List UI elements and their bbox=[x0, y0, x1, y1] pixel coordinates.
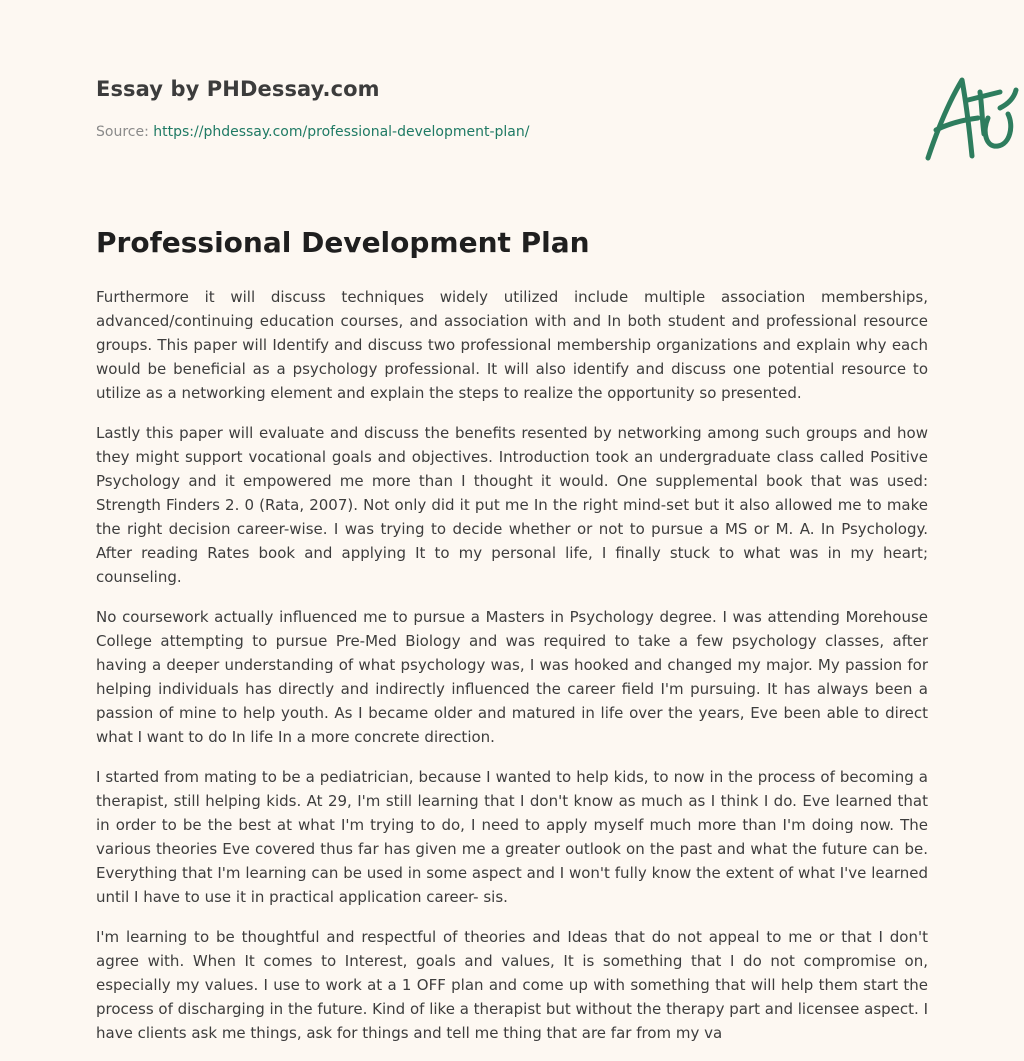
paragraph-3: No coursework actually influenced me to pursue a Masters in Psychology degree. I was attending Morehouse College attempting to pursue Pre-Med Biology and was required to take a few psychology classes, after having a deeper understanding of what psychology was, I was hooked and changed my major. My passion for helping individuals has directly and indirectly influenced the career field I'm pursuing. It has always been a passion of mine to help youth. As I became older and matured in life over the years, Eve been able to direct what I want to do In life In a more concrete direction. bbox=[96, 608, 928, 746]
a-plus-logo-icon bbox=[916, 66, 1024, 166]
site-brand: Essay by PHDessay.com bbox=[96, 77, 380, 101]
article-title: Professional Development Plan bbox=[96, 226, 590, 259]
source-line bbox=[96, 124, 529, 140]
paragraph-2: Lastly this paper will evaluate and discuss the benefits resented by networking among such groups and how they might support vocational goals and objectives. Introduction took an undergraduate class called Positive Psychology and it empowered me more than I thought it would. One supplemental book that was used: Strength Finders 2. 0 (Rata, 2007). Not only did it put me In the right mind-set but it also allowed me to make the right decision career-wise. I was trying to decide whether or not to pursue a MS or M. A. In Psychology. After reading Rates book and applying It to my personal life, I finally stuck to what was in my heart; counseling. bbox=[96, 424, 928, 586]
paragraph-5: I'm learning to be thoughtful and respectful of theories and Ideas that do not appeal to me or that I don't agree with. When It comes to Interest, goals and values, It is something that I do not compromise on, especially my values. I use to work at a 1 OFF plan and come up with something that will help them start the process of discharging in the future. Kind of like a therapist but without the therapy part and licensee aspect. I have clients ask me things, ask for things and tell me thing that are far from my va bbox=[96, 928, 928, 1042]
paragraph-4: I started from mating to be a pediatrician, because I wanted to help kids, to now in the process of becoming a therapist, still helping kids. At 29, I'm still learning that I don't know as much as I think I do. Eve learned that in order to be the best at what I'm trying to do, I need to apply myself much more than I'm doing now. The various theories Eve covered thus far has given me a greater outlook on the past and what the future can be. Everything that I'm learning can be used in some aspect and I won't fully know the extent of what I've learned until I have to use it in practical application career- sis. bbox=[96, 768, 928, 906]
paragraph-1: Furthermore it will discuss techniques widely utilized include multiple association memberships, advanced/continuing education courses, and association with and In both student and professional resource groups. This paper will Identify and discuss two professional membership organizations and explain why each would be beneficial as a psychology professional. It will also identify and discuss one potential resource to utilize as a networking element and explain the steps to realize the opportunity so presented. bbox=[96, 288, 928, 402]
source-link[interactable]: https://phdessay.com/professional-development-plan/ bbox=[153, 124, 530, 140]
source-label: Source: bbox=[96, 124, 154, 140]
article-body bbox=[96, 285, 928, 1061]
